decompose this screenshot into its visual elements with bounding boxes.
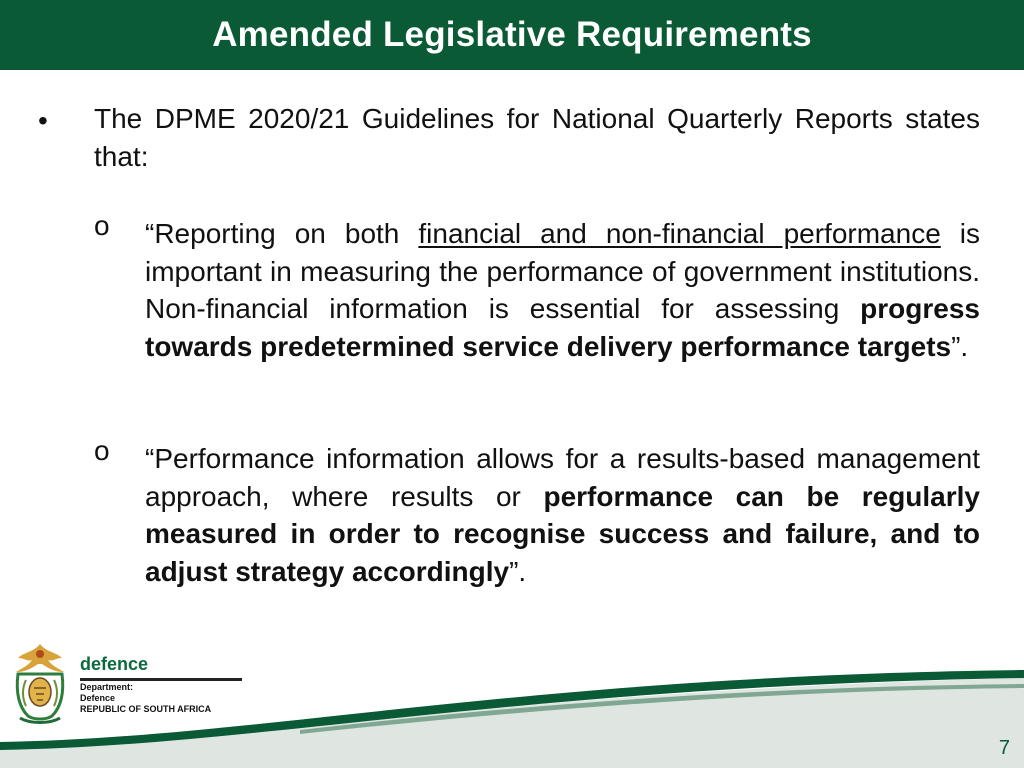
sub-item-text-part: “Performance information allows for a results-based management approach, where results or [145, 443, 980, 512]
page-number: 7 [998, 737, 1010, 759]
sub-item-text-part: ”. [951, 330, 969, 362]
sub-item-text [145, 215, 980, 365]
footer-wave-graphic [0, 630, 1024, 768]
bullet-text: The DPME 2020/21 Guidelines for National Quarterly Reports states that: [94, 103, 980, 172]
department-name: Defence [80, 693, 116, 703]
slide-title: Amended Legislative Requirements [212, 15, 812, 54]
brand-divider [80, 678, 242, 681]
bullet-marker: • [38, 105, 48, 136]
department-label: Department: [80, 682, 134, 692]
sub-item-marker: o [94, 210, 110, 241]
sub-item-text [145, 440, 980, 590]
brand-name: defence [80, 654, 149, 674]
coat-of-arms-logo [8, 640, 72, 726]
bold-phrase: performance can be regularly measured in order to recognise success and failure, and to adjust strategy accordingly [145, 480, 981, 587]
bold-phrase: progress towards predetermined service delivery performance targets [145, 293, 980, 362]
underlined-phrase: financial and non-financial performance [418, 218, 941, 249]
title-bar [0, 0, 1024, 70]
country-name: REPUBLIC OF SOUTH AFRICA [80, 704, 212, 714]
sub-item-text-part: “Reporting on both [145, 218, 419, 249]
footer [0, 630, 1024, 768]
sub-item-marker: o [94, 435, 110, 466]
sub-item-text-part: is important in measuring the performance of government institutions. Non-financial information is essential for assessing [145, 218, 980, 324]
sub-item-text-part: ”. [509, 555, 527, 587]
